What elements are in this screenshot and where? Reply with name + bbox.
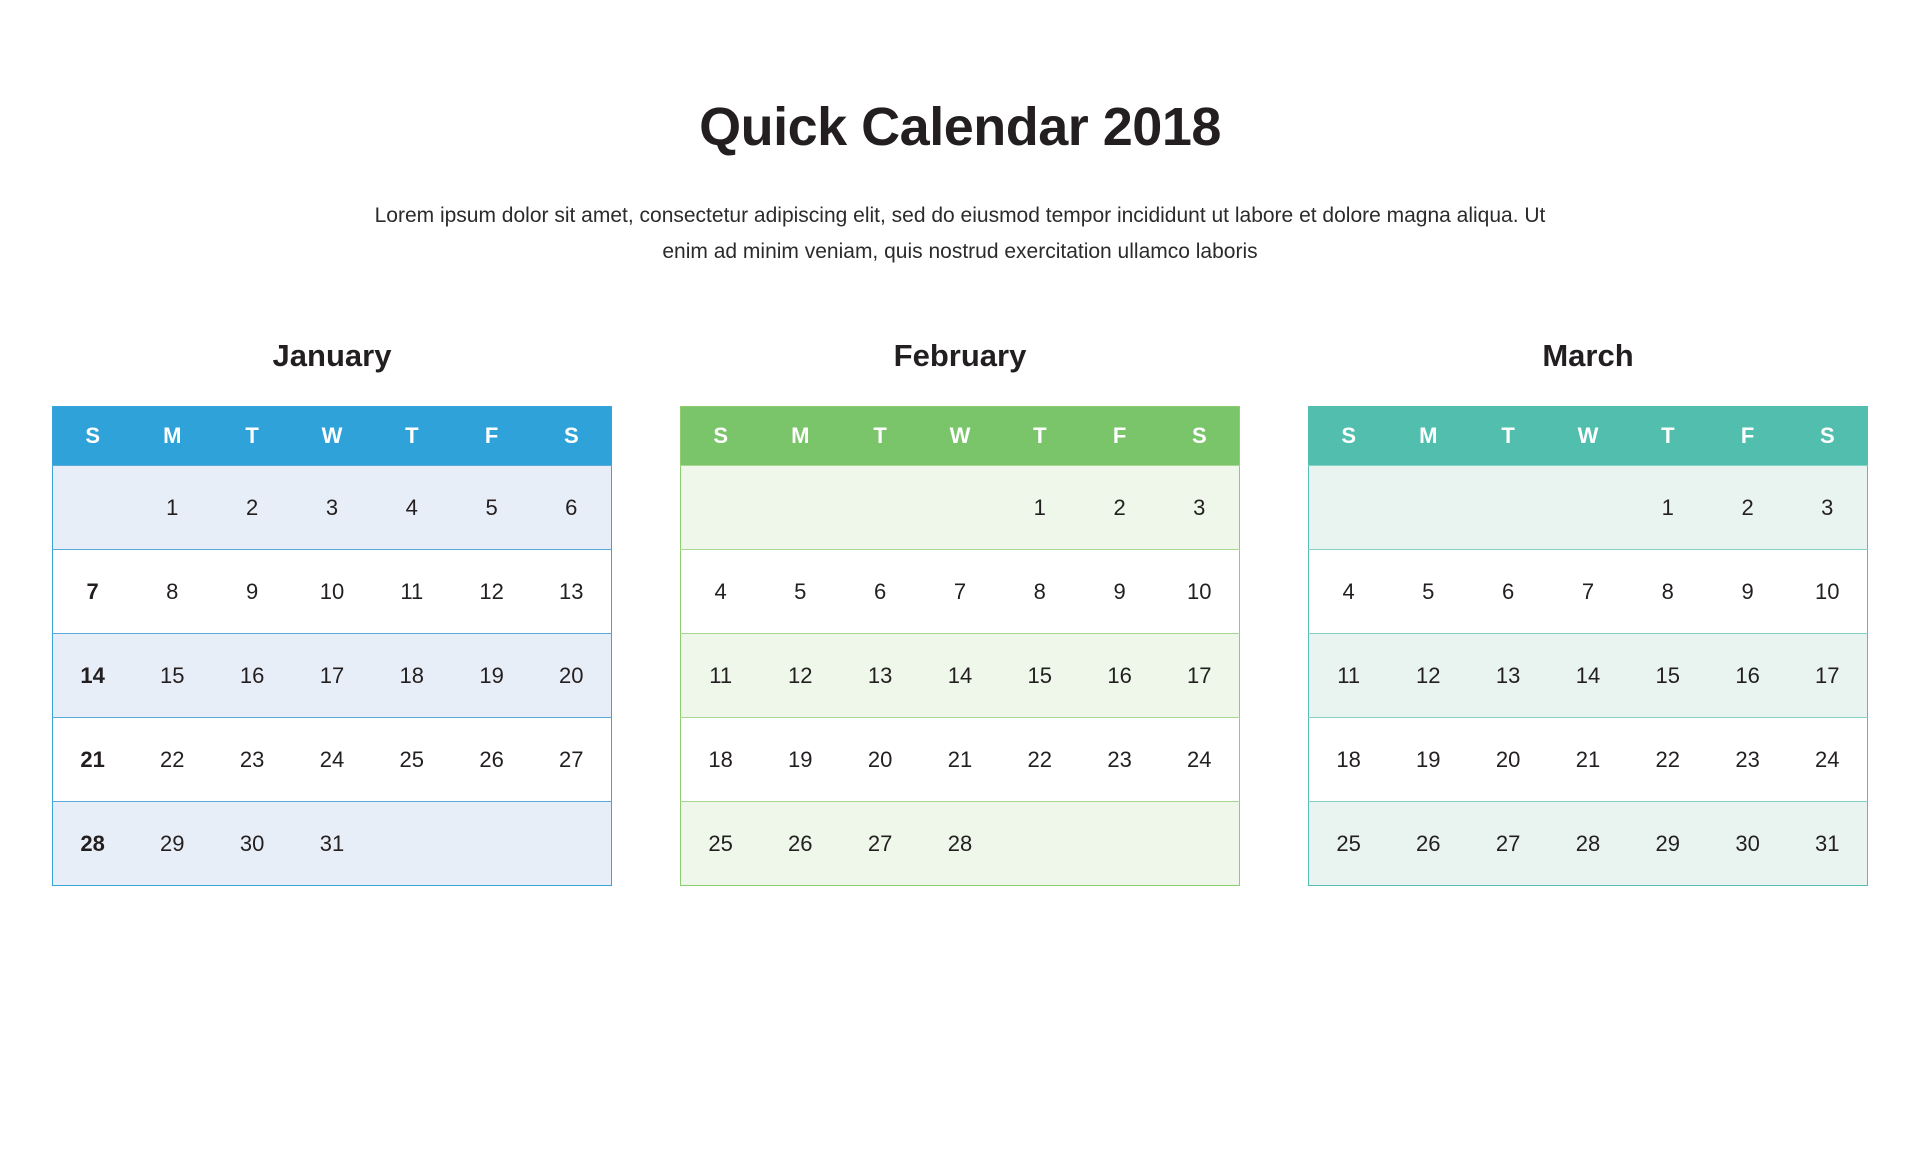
day-cell[interactable]: 20 <box>1495 746 1521 772</box>
day-cell[interactable] <box>1388 466 1468 550</box>
weekday-header-thu: T <box>1033 423 1047 449</box>
day-cell[interactable]: 14 <box>80 662 105 688</box>
week-row <box>53 550 612 634</box>
day-cell[interactable]: 5 <box>1422 578 1435 604</box>
day-cell[interactable]: 8 <box>1661 578 1674 604</box>
calendar-header-february <box>681 407 1240 466</box>
day-cell[interactable] <box>372 802 452 886</box>
day-cell[interactable]: 4 <box>714 578 727 604</box>
weekday-header-mon: M <box>163 423 182 449</box>
day-cell[interactable]: 28 <box>947 830 973 856</box>
day-cell[interactable]: 18 <box>399 662 425 688</box>
day-cell[interactable]: 17 <box>1815 662 1840 688</box>
weekday-header-sat: S <box>1191 423 1207 449</box>
weekday-header-wed: W <box>1577 423 1599 449</box>
week-row <box>1309 550 1868 634</box>
day-cell[interactable]: 25 <box>708 830 733 856</box>
week-row <box>681 634 1240 718</box>
day-cell[interactable]: 14 <box>947 662 973 688</box>
day-cell[interactable]: 10 <box>1187 578 1212 604</box>
day-cell[interactable]: 16 <box>1735 662 1760 688</box>
day-cell[interactable]: 11 <box>400 578 424 604</box>
day-cell[interactable]: 17 <box>1187 662 1212 688</box>
day-cell[interactable]: 19 <box>479 662 504 688</box>
day-cell[interactable] <box>1000 802 1080 886</box>
day-cell[interactable]: 30 <box>239 830 265 856</box>
day-cell[interactable] <box>920 466 1000 550</box>
calendar-table-february <box>680 406 1240 886</box>
day-cell[interactable]: 20 <box>559 662 584 688</box>
week-row <box>681 718 1240 802</box>
day-cell[interactable]: 15 <box>160 662 185 688</box>
week-row <box>53 718 612 802</box>
weekday-header-tue: T <box>1501 423 1515 449</box>
calendar-group <box>0 338 1920 886</box>
day-cell[interactable] <box>532 802 612 886</box>
day-cell[interactable]: 1 <box>1033 494 1046 520</box>
day-cell[interactable]: 4 <box>405 494 418 520</box>
month-title: January <box>272 338 392 374</box>
month-title: February <box>893 338 1027 374</box>
day-cell[interactable]: 16 <box>1107 662 1132 688</box>
day-cell[interactable]: 15 <box>1027 662 1053 688</box>
weekday-header-fri: F <box>1740 423 1755 449</box>
day-cell[interactable]: 22 <box>1655 746 1681 772</box>
weekday-header-thu: T <box>1661 423 1675 449</box>
page-title: Quick Calendar 2018 <box>699 97 1221 157</box>
week-row <box>1309 718 1868 802</box>
day-cell[interactable]: 14 <box>1575 662 1601 688</box>
day-cell[interactable]: 11 <box>709 662 733 688</box>
day-cell[interactable]: 31 <box>319 830 345 856</box>
weekday-header-row <box>1309 407 1868 466</box>
day-cell[interactable]: 25 <box>399 746 425 772</box>
week-row <box>681 802 1240 886</box>
weekday-header-mon: M <box>1419 423 1438 449</box>
day-cell[interactable] <box>760 466 840 550</box>
day-cell[interactable]: 13 <box>1495 662 1521 688</box>
weekday-header-tue: T <box>873 423 887 449</box>
weekday-header-row <box>53 407 612 466</box>
day-cell[interactable]: 29 <box>1655 830 1681 856</box>
day-cell[interactable]: 3 <box>1821 494 1834 520</box>
day-cell[interactable]: 9 <box>1113 578 1126 604</box>
week-row <box>1309 466 1868 550</box>
week-row <box>681 550 1240 634</box>
day-cell[interactable] <box>1309 466 1389 550</box>
weekday-header-thu: T <box>405 423 419 449</box>
day-cell[interactable]: 19 <box>788 746 813 772</box>
slide-canvas <box>0 96 1920 1176</box>
month-card-march <box>1308 338 1868 886</box>
day-cell[interactable] <box>452 802 532 886</box>
week-row <box>53 466 612 550</box>
day-cell[interactable]: 6 <box>565 494 578 520</box>
day-cell[interactable] <box>1080 802 1160 886</box>
day-cell[interactable]: 20 <box>867 746 893 772</box>
day-cell[interactable]: 30 <box>1735 830 1760 856</box>
day-cell[interactable]: 6 <box>873 578 887 604</box>
day-cell[interactable]: 12 <box>1416 662 1441 688</box>
day-cell[interactable] <box>53 466 133 550</box>
day-cell[interactable]: 28 <box>1575 830 1601 856</box>
day-cell[interactable]: 8 <box>166 578 179 604</box>
weekday-header-sun: S <box>713 423 729 449</box>
day-cell[interactable]: 24 <box>319 746 345 772</box>
day-cell[interactable]: 31 <box>1815 830 1840 856</box>
day-cell[interactable]: 15 <box>1655 662 1681 688</box>
day-cell[interactable]: 22 <box>160 746 185 772</box>
day-cell[interactable]: 2 <box>1113 494 1126 520</box>
page-subtitle: Lorem ipsum dolor sit amet, consectetur adipiscing elit, sed do eiusmod tempor incididunt ut labore et dolore magna aliqua. Ut enim ad minim veniam, quis nostrud exercitation ullamco laboris <box>374 204 1546 264</box>
day-cell[interactable]: 5 <box>794 578 807 604</box>
day-cell[interactable]: 23 <box>1107 746 1132 772</box>
day-cell[interactable]: 28 <box>80 830 105 856</box>
day-cell[interactable]: 12 <box>788 662 813 688</box>
month-card-february <box>680 338 1240 886</box>
day-cell[interactable]: 18 <box>708 746 733 772</box>
day-cell[interactable]: 18 <box>1336 746 1361 772</box>
weekday-header-wed: W <box>321 423 343 449</box>
weekday-header-fri: F <box>484 423 499 449</box>
day-cell[interactable]: 4 <box>1342 578 1355 604</box>
week-row <box>1309 802 1868 886</box>
calendar-table-january <box>52 406 612 886</box>
day-cell[interactable]: 3 <box>1193 494 1206 520</box>
day-cell[interactable]: 26 <box>1416 830 1441 856</box>
day-cell[interactable]: 10 <box>319 578 345 604</box>
week-row <box>53 634 612 718</box>
weekday-header-sat: S <box>1819 423 1835 449</box>
day-cell[interactable]: 9 <box>245 578 259 604</box>
day-cell[interactable] <box>840 466 920 550</box>
day-cell[interactable]: 25 <box>1336 830 1361 856</box>
week-row <box>1309 634 1868 718</box>
day-cell[interactable]: 9 <box>1741 578 1754 604</box>
weekday-header-row <box>681 407 1240 466</box>
weekday-header-tue: T <box>245 423 259 449</box>
weekday-header-sat: S <box>563 423 579 449</box>
day-cell[interactable]: 24 <box>1187 746 1212 772</box>
day-cell[interactable]: 11 <box>1337 662 1361 688</box>
day-cell[interactable]: 1 <box>1661 494 1674 520</box>
calendar-body-february <box>681 466 1240 886</box>
day-cell[interactable]: 21 <box>80 746 105 772</box>
day-cell[interactable]: 2 <box>245 494 259 520</box>
weekday-header-sun: S <box>85 423 101 449</box>
day-cell[interactable]: 27 <box>867 830 893 856</box>
day-cell[interactable]: 21 <box>1575 746 1601 772</box>
calendar-table-march <box>1308 406 1868 886</box>
day-cell[interactable]: 8 <box>1033 578 1046 604</box>
day-cell[interactable]: 17 <box>319 662 345 688</box>
calendar-body-march <box>1309 466 1868 886</box>
weekday-header-mon: M <box>791 423 810 449</box>
day-cell[interactable]: 29 <box>160 830 185 856</box>
day-cell[interactable] <box>1160 802 1240 886</box>
day-cell[interactable]: 3 <box>325 494 339 520</box>
weekday-header-sun: S <box>1341 423 1357 449</box>
day-cell[interactable]: 7 <box>86 578 99 604</box>
day-cell[interactable]: 13 <box>559 578 584 604</box>
calendar-header-march <box>1309 407 1868 466</box>
week-row <box>53 802 612 886</box>
day-cell[interactable]: 5 <box>485 494 498 520</box>
month-card-january <box>52 338 612 886</box>
week-row <box>681 466 1240 550</box>
day-cell[interactable]: 7 <box>1581 578 1595 604</box>
calendar-header-january <box>53 407 612 466</box>
day-cell[interactable]: 6 <box>1501 578 1515 604</box>
day-cell[interactable]: 19 <box>1416 746 1441 772</box>
weekday-header-fri: F <box>1112 423 1127 449</box>
day-cell[interactable] <box>681 466 761 550</box>
month-title: March <box>1542 338 1634 374</box>
day-cell[interactable] <box>1548 466 1628 550</box>
day-cell[interactable]: 12 <box>479 578 504 604</box>
day-cell[interactable]: 27 <box>559 746 584 772</box>
calendar-body-january <box>53 466 612 886</box>
day-cell[interactable]: 16 <box>239 662 265 688</box>
day-cell[interactable]: 13 <box>867 662 893 688</box>
day-cell[interactable]: 7 <box>953 578 967 604</box>
day-cell[interactable]: 2 <box>1741 494 1754 520</box>
day-cell[interactable]: 26 <box>788 830 813 856</box>
day-cell[interactable]: 23 <box>239 746 265 772</box>
day-cell[interactable]: 26 <box>479 746 504 772</box>
day-cell[interactable]: 27 <box>1495 830 1521 856</box>
day-cell[interactable]: 24 <box>1815 746 1840 772</box>
day-cell[interactable]: 1 <box>166 494 179 520</box>
weekday-header-wed: W <box>949 423 971 449</box>
day-cell[interactable] <box>1468 466 1548 550</box>
day-cell[interactable]: 21 <box>947 746 973 772</box>
day-cell[interactable]: 23 <box>1735 746 1760 772</box>
day-cell[interactable]: 10 <box>1815 578 1840 604</box>
day-cell[interactable]: 22 <box>1027 746 1053 772</box>
